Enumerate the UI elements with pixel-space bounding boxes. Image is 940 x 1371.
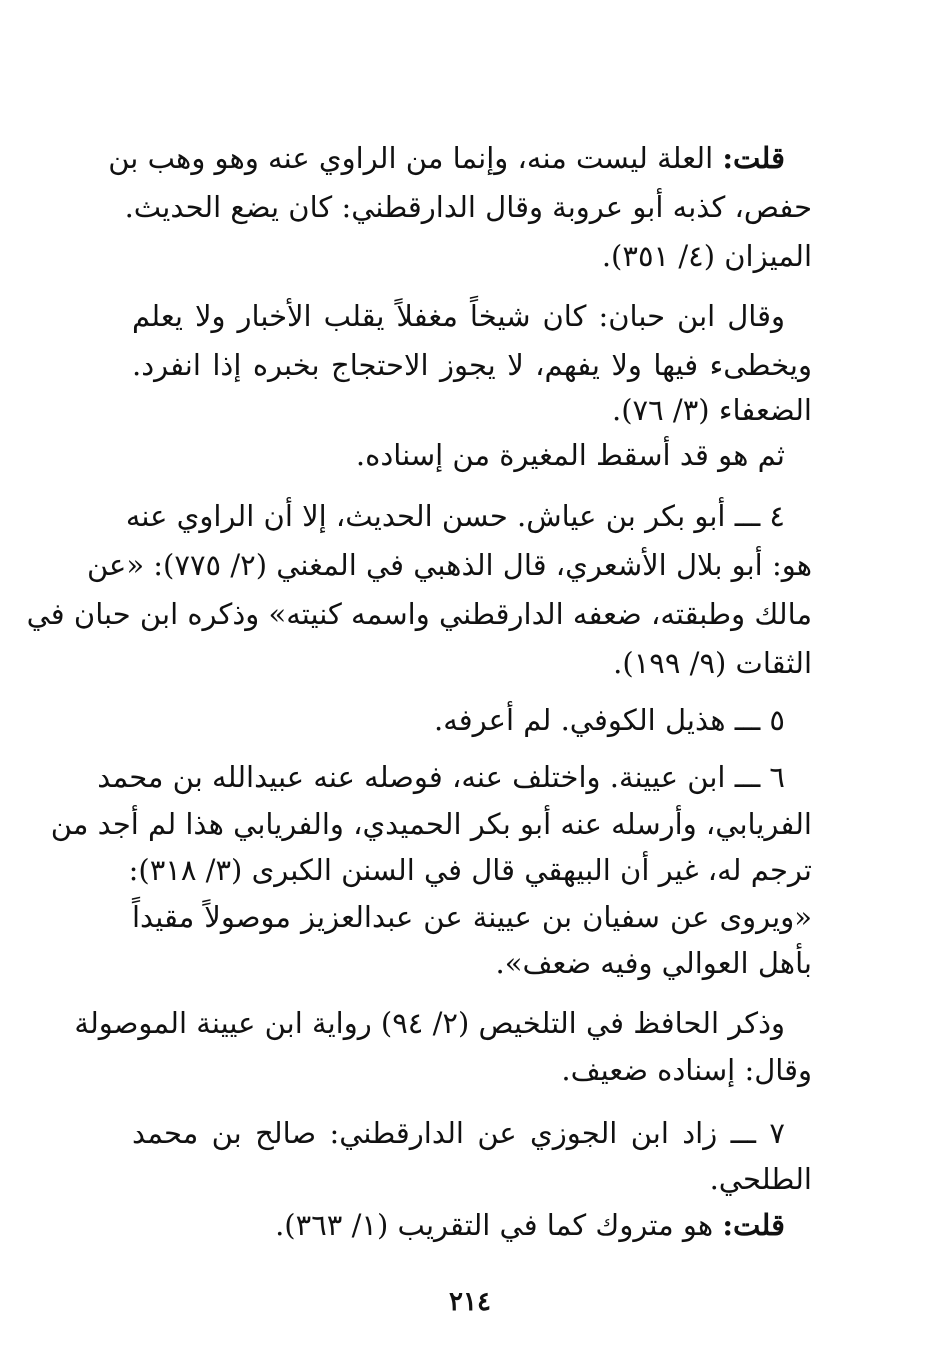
text-line: هو: أبو بلال الأشعري، قال الذهبي في المغني (٢/ ٧٧٥): «عن	[86, 548, 812, 582]
text-line: قلت: العلة ليست منه، وإنما من الراوي عنه وهو وهب بن	[108, 141, 785, 175]
text-line: الميزان (٤/ ٣٥١).	[601, 239, 812, 273]
text-line: ٧ ـــ زاد ابن الجوزي عن الدارقطني: صالح بن محمد	[132, 1116, 785, 1150]
text-line: الطلحي.	[709, 1162, 812, 1196]
page-number: ٢١٤	[449, 1287, 491, 1317]
text-line: وقال ابن حبان: كان شيخاً مغفلاً يقلب الأخبار ولا يعلم	[132, 299, 785, 333]
text-line: الفريابي، وأرسله عنه أبو بكر الحميدي، والفريابي هذا لم أجد من	[50, 807, 812, 841]
text-lead: قلت:	[722, 141, 785, 175]
text-line: مالك وطبقته، ضعفه الدارقطني واسمه كنيته» وذكره ابن حبان في	[26, 597, 812, 631]
text-line: قلت: هو متروك كما في التقريب (١/ ٣٦٣).	[275, 1208, 785, 1242]
text-line: الثقات (٩/ ١٩٩).	[613, 646, 812, 680]
text-line: حفص، كذبه أبو عروبة وقال الدارقطني: كان يضع الحديث.	[124, 190, 812, 224]
text-line: وقال: إسناده ضعيف.	[561, 1053, 812, 1087]
text-line: ترجم له، غير أن البيهقي قال في السنن الكبرى (٣/ ٣١٨):	[128, 853, 812, 887]
text-lead: قلت:	[722, 1208, 785, 1242]
text-line: ٤ ـــ أبو بكر بن عياش. حسن الحديث، إلا أن الراوي عنه	[125, 499, 785, 533]
text-line: ثم هو قد أسقط المغيرة من إسناده.	[355, 438, 785, 472]
text-line: وذكر الحافظ في التلخيص (٢/ ٩٤) رواية ابن عيينة الموصولة	[74, 1006, 785, 1040]
text-line: ويخطىء فيها ولا يفهم، لا يجوز الاحتجاج بخبره إذا انفرد.	[132, 348, 812, 382]
text-line: ٥ ـــ هذيل الكوفي. لم أعرفه.	[434, 703, 785, 737]
text-line: «ويروى عن سفيان بن عيينة عن عبدالعزيز موصولاً مقيداً	[132, 900, 812, 934]
text-line: ٦ ـــ ابن عيينة. واختلف عنه، فوصله عنه عبيدالله بن محمد	[97, 760, 785, 794]
text-line: الضعفاء (٣/ ٧٦).	[612, 393, 812, 427]
text-line: بأهل العوالي وفيه ضعف».	[495, 946, 812, 980]
